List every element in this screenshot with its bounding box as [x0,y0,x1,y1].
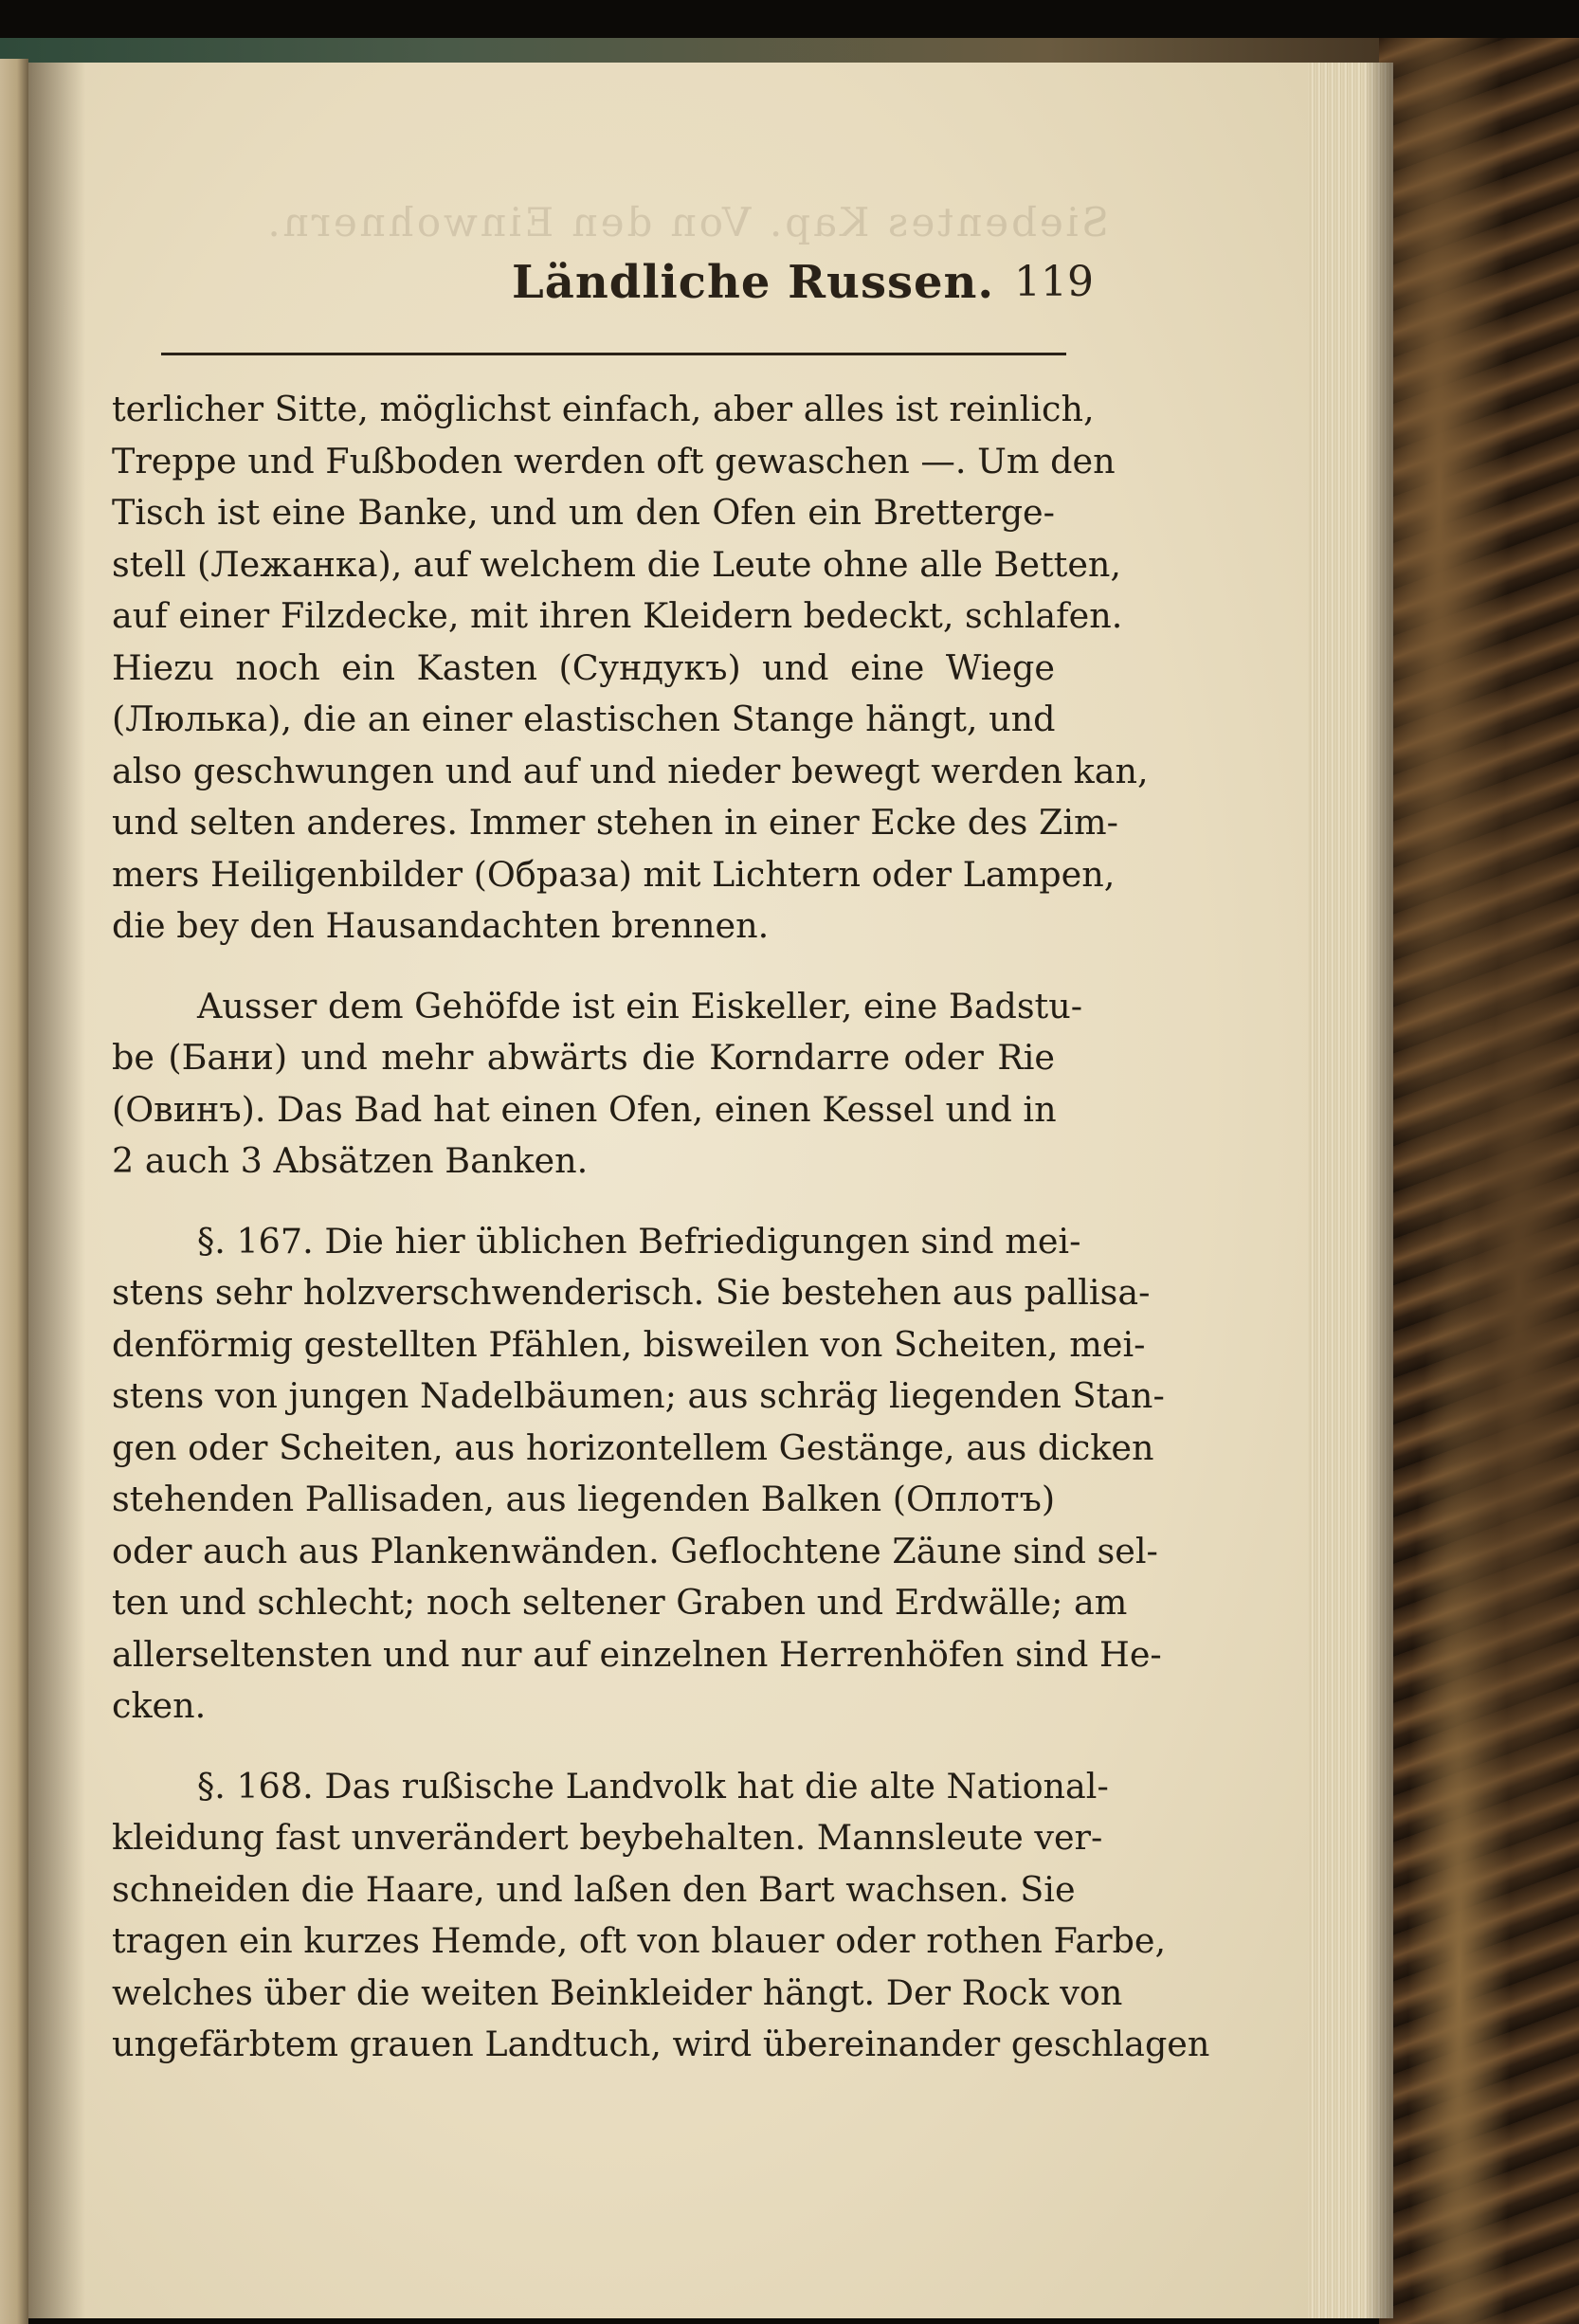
text-line: Treppe und Fußboden werden oft gewaschen —. Um den [112,440,1116,481]
text-line: also geschwungen und auf und nieder bewegt werden kan, [112,750,1149,791]
paragraph [112,1761,1210,2071]
paragraph [112,1216,1165,1733]
paragraph [112,981,1083,1188]
text-line: be (Бани) und mehr abwärts die Korndarre oder Rie [112,1037,1055,1078]
text-line: stens sehr holzverschwenderisch. Sie bestehen aus pallisa- [112,1272,1151,1313]
gutter-shadow [28,63,85,2318]
paragraph [112,384,1149,953]
running-head: Ländliche Russen. [512,256,995,309]
text-line: allerseltensten und nur auf einzelnen Herrenhöfen sind He- [112,1633,1162,1675]
text-line: kleidung fast unverändert beybehalten. Mannsleute ver- [112,1817,1103,1858]
page-edges-shadow [1365,63,1393,2318]
text-line: stens von jungen Nadelbäumen; aus schräg liegenden Stan- [112,1375,1165,1416]
bleed-through-text: Siebentes Kap. Von den Einwohnern. [264,199,1109,245]
text-line: §. 167. Die hier üblichen Befriedigungen sind mei- [197,1220,1081,1262]
text-line: oder auch aus Plankenwänden. Geflochtene Zäune sind sel- [112,1530,1158,1571]
text-line: denförmig gestellten Pfählen, bisweilen von Scheiten, mei- [112,1323,1146,1365]
text-line: §. 168. Das rußische Landvolk hat die alte National- [197,1765,1109,1807]
header-rule [161,353,1066,355]
text-line: mers Heiligenbilder (Образа) mit Lichtern oder Lampen, [112,853,1116,895]
text-line: tragen ein kurzes Hemde, oft von blauer oder rothen Farbe, [112,1920,1167,1961]
text-line: und selten anderes. Immer stehen in einer Ecke des Zim- [112,802,1118,843]
text-line: welches über die weiten Beinkleider hängt. Der Rock von [112,1971,1123,2013]
text-line: auf einer Filzdecke, mit ihren Kleidern bedeckt, schlafen. [112,595,1123,636]
text-line: (Люлька), die an einer elastischen Stange hängt, und [112,699,1056,739]
text-line: ten und schlecht; noch seltener Graben und Erdwälle; am [112,1582,1128,1623]
text-line: 2 auch 3 Absätzen Banken. [112,1140,589,1181]
facing-page-edge [0,59,28,2324]
text-line: stehenden Pallisaden, aus liegenden Balken (Оплотъ) [112,1479,1056,1519]
text-line: Tisch ist eine Banke, und um den Ofen ein Bretterge- [112,492,1055,533]
paragraph-gap [112,1188,1055,1216]
text-line: schneiden die Haare, und laßen den Bart wachsen. Sie [112,1868,1076,1910]
text-line: terlicher Sitte, möglichst einfach, aber alles ist reinlich, [112,389,1095,429]
text-line: Hiezu noch ein Kasten (Сундукъ) und eine Wiege [112,646,1055,688]
text-line: (Овинъ). Das Bad hat einen Ofen, einen Kessel und in [112,1088,1057,1130]
text-line: ungefärbtem grauen Landtuch, wird übereinander geschlagen [112,2024,1210,2064]
text-line: gen oder Scheiten, aus horizontellem Gestänge, aus dicken [112,1426,1154,1468]
paragraph-gap [112,1733,1055,1761]
paragraph-gap [112,953,1055,981]
page-number: 119 [1014,258,1094,306]
body-text [112,384,1210,2071]
marbled-cover [1379,38,1579,2324]
text-line: Ausser dem Gehöfde ist ein Eiskeller, eine Badstu- [197,985,1083,1026]
text-line: die bey den Hausandachten brennen. [112,905,770,946]
text-line: stell (Лежанка), auf welchem die Leute ohne alle Betten, [112,543,1122,585]
text-line: cken. [112,1685,207,1726]
page-header [133,256,1094,332]
